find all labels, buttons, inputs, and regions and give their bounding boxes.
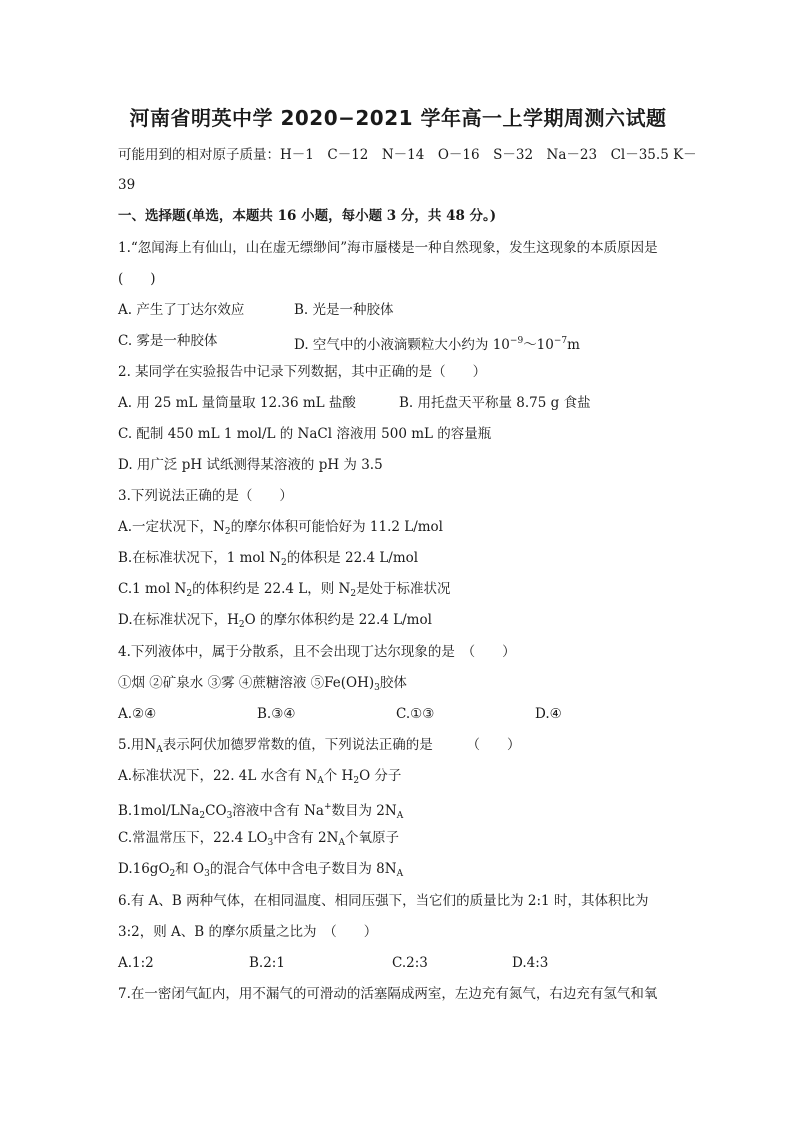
q4-option-c: C.①③ <box>396 706 435 722</box>
q6-option-a: A.1:2 <box>118 955 154 971</box>
q6-option-b: B.2:1 <box>249 955 285 971</box>
q5-stem: 5.用$N_A$表示阿伏加德罗常数的值，下列说法正确的是 （ ） <box>118 737 521 755</box>
q2-option-a: A. 用 25 mL 量筒量取 12.36 mL 盐酸 <box>118 395 356 411</box>
q4-stem: 4.下列液体中，属于分散系，且不会出现丁达尔现象的是 （ ） <box>118 644 516 660</box>
page-title: 河南省明英中学 2020−2021 学年高一上学期周测六试题 <box>129 106 667 130</box>
q2-stem: 2. 某同学在实验报告中记录下列数据，其中正确的是（ ） <box>118 364 487 380</box>
q5-option-b: $B.1mol/LNa_2CO_3$溶液中含有 Na+数目为 $2N_A$ <box>118 802 404 821</box>
q1-option-b: B. 光是一种胶体 <box>294 302 394 318</box>
q2-option-c: C. 配制 450 mL 1 mol/L 的 NaCl 溶液用 500 mL 的容量瓶 <box>118 426 492 442</box>
q5-option-a: A.标准状况下，22. 4L 水含有 $N_A$个 $H_2O$ 分子 <box>118 768 402 786</box>
atomic-masses-line2: 39 <box>118 177 136 193</box>
q6-option-d: D.4:3 <box>512 955 549 971</box>
q4-option-b: B.③④ <box>257 706 296 722</box>
q3-option-d: D.在标准状况下，$H_2O$ 的摩尔体积约是 22.4 L/mol <box>118 612 432 630</box>
q6-stem-line1: 6.有 A、B 两种气体，在相同温度、相同压强下，当它们的质量比为 2:1 时，其体积比为 <box>118 893 649 909</box>
section-header: 一、选择题(单选，本题共 16 小题，每小题 3 分，共 48 分。) <box>118 208 497 224</box>
q4-option-a: A.②④ <box>118 706 157 722</box>
q7-stem-line1: 7.在一密闭气缸内，用不漏气的可滑动的活塞隔成两室，左边充有氮气，右边充有氢气和氧 <box>118 986 658 1002</box>
q2-option-b: B. 用托盘天平称量 8.75 g 食盐 <box>399 395 591 411</box>
q3-option-b: B.在标准状况下，1 mol $N_2$的体积是 22.4 L/mol <box>118 550 419 568</box>
q1-stem-line2: ( ) <box>118 271 156 287</box>
atomic-masses-line1: 可能用到的相对原子质量：H－1 C－12 N－14 O－16 S－32 Na－23 Cl－35.5 K－ <box>118 147 697 163</box>
q1-option-c: C. 雾是一种胶体 <box>118 333 218 349</box>
q1-option-d: D. 空气中的小液滴颗粒大小约为 $10^{-9}\sim 10^{-7}m$ <box>294 336 580 353</box>
q6-option-c: C.2:3 <box>392 955 428 971</box>
q2-option-d: D. 用广泛 pH 试纸测得某溶液的 pH 为 3.5 <box>118 457 383 473</box>
q1-stem-line1: 1.“忽闻海上有仙山，山在虚无缥缈间”海市蜃楼是一种自然现象，发生这现象的本质原因是 <box>118 240 658 256</box>
q5-option-c: C.常温常压下，22.4 $LO_3$中含有 $2N_A$个氧原子 <box>118 830 399 848</box>
q1-option-a: A. 产生了丁达尔效应 <box>118 302 245 318</box>
q4-items: ①烟 ②矿泉水 ③雾 ④蔗糖溶液 $⑤Fe(OH)_3$胶体 <box>118 675 407 693</box>
q3-option-a: A.一定状况下，$N_2$的摩尔体积可能恰好为 11.2 L/mol <box>118 519 443 537</box>
q3-stem: 3.下列说法正确的是（ ） <box>118 488 293 504</box>
q3-option-c: C.1 mol $N_2$的体积约是 22.4 L，则 $N_2$是处于标准状况 <box>118 581 451 599</box>
q6-stem-line2: 3:2，则 A、B 的摩尔质量之比为 （ ） <box>118 924 378 940</box>
q4-option-d: D.④ <box>535 706 562 722</box>
q5-option-d: $D.16gO_2$和 $O_3$的混合气体中含电子数目为 $8N_A$ <box>118 861 404 879</box>
